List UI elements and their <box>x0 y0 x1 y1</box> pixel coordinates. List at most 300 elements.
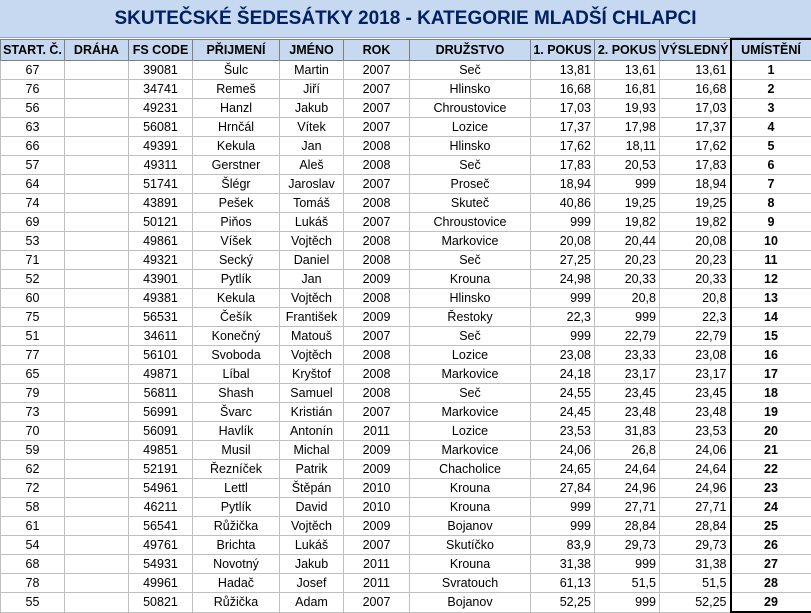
cell-attempt-1: 24,18 <box>531 365 595 384</box>
cell-year: 2010 <box>344 498 410 517</box>
cell-placement: 17 <box>731 365 811 384</box>
cell-first-name: Antonín <box>280 422 344 441</box>
cell-surname: Pytlík <box>193 498 280 517</box>
cell-surname: Češík <box>193 308 280 327</box>
cell-placement: 24 <box>731 498 811 517</box>
cell-placement: 14 <box>731 308 811 327</box>
cell-team: Hlinsko <box>410 80 531 99</box>
cell-attempt-2: 999 <box>595 308 660 327</box>
cell-attempt-1: 17,62 <box>531 137 595 156</box>
cell-attempt-1: 61,13 <box>531 574 595 593</box>
cell-lane <box>65 289 129 308</box>
cell-team: Krouna <box>410 270 531 289</box>
cell-attempt-1: 24,55 <box>531 384 595 403</box>
cell-year: 2007 <box>344 61 410 80</box>
cell-team: Markovice <box>410 403 531 422</box>
cell-fs-code: 56811 <box>129 384 193 403</box>
cell-surname: Hrnčál <box>193 118 280 137</box>
cell-fs-code: 49321 <box>129 251 193 270</box>
cell-attempt-1: 16,68 <box>531 80 595 99</box>
cell-start-number: 66 <box>1 137 65 156</box>
cell-attempt-1: 52,25 <box>531 593 595 613</box>
cell-fs-code: 39081 <box>129 61 193 80</box>
cell-attempt-2: 999 <box>595 593 660 613</box>
cell-team: Seč <box>410 61 531 80</box>
cell-lane <box>65 232 129 251</box>
table-row <box>1 327 811 346</box>
cell-team: Lozice <box>410 422 531 441</box>
cell-lane <box>65 213 129 232</box>
cell-result: 22,3 <box>660 308 731 327</box>
cell-first-name: Lukáš <box>280 536 344 555</box>
col-surname: PŘIJMENÍ <box>193 39 280 61</box>
cell-attempt-2: 20,23 <box>595 251 660 270</box>
cell-lane <box>65 308 129 327</box>
cell-result: 23,08 <box>660 346 731 365</box>
cell-lane <box>65 156 129 175</box>
cell-attempt-2: 22,79 <box>595 327 660 346</box>
cell-surname: Havlík <box>193 422 280 441</box>
cell-attempt-2: 19,82 <box>595 213 660 232</box>
cell-first-name: Daniel <box>280 251 344 270</box>
cell-lane <box>65 194 129 213</box>
cell-fs-code: 43891 <box>129 194 193 213</box>
cell-placement: 26 <box>731 536 811 555</box>
cell-result: 17,03 <box>660 99 731 118</box>
cell-attempt-2: 20,53 <box>595 156 660 175</box>
cell-placement: 16 <box>731 346 811 365</box>
cell-year: 2009 <box>344 308 410 327</box>
cell-attempt-2: 20,44 <box>595 232 660 251</box>
cell-placement: 11 <box>731 251 811 270</box>
cell-placement: 18 <box>731 384 811 403</box>
cell-fs-code: 49961 <box>129 574 193 593</box>
cell-placement: 4 <box>731 118 811 137</box>
cell-start-number: 69 <box>1 213 65 232</box>
cell-attempt-2: 51,5 <box>595 574 660 593</box>
cell-placement: 10 <box>731 232 811 251</box>
cell-result: 13,61 <box>660 61 731 80</box>
cell-fs-code: 49391 <box>129 137 193 156</box>
table-row <box>1 194 811 213</box>
cell-fs-code: 49851 <box>129 441 193 460</box>
cell-lane <box>65 555 129 574</box>
table-row <box>1 555 811 574</box>
table-row <box>1 289 811 308</box>
cell-attempt-1: 999 <box>531 327 595 346</box>
cell-surname: Kekula <box>193 289 280 308</box>
cell-first-name: Patrik <box>280 460 344 479</box>
cell-placement: 22 <box>731 460 811 479</box>
cell-team: Seč <box>410 156 531 175</box>
col-placement: UMÍSTĚNÍ <box>731 39 811 61</box>
cell-year: 2009 <box>344 441 410 460</box>
cell-attempt-2: 28,84 <box>595 517 660 536</box>
cell-result: 20,08 <box>660 232 731 251</box>
cell-team: Hlinsko <box>410 289 531 308</box>
cell-placement: 19 <box>731 403 811 422</box>
cell-start-number: 57 <box>1 156 65 175</box>
cell-surname: Řezníček <box>193 460 280 479</box>
cell-surname: Svoboda <box>193 346 280 365</box>
cell-year: 2008 <box>344 137 410 156</box>
cell-attempt-2: 24,96 <box>595 479 660 498</box>
cell-year: 2007 <box>344 403 410 422</box>
cell-attempt-1: 13,81 <box>531 61 595 80</box>
cell-lane <box>65 517 129 536</box>
cell-first-name: Jaroslav <box>280 175 344 194</box>
cell-attempt-1: 18,94 <box>531 175 595 194</box>
cell-placement: 7 <box>731 175 811 194</box>
cell-team: Chacholice <box>410 460 531 479</box>
cell-team: Seč <box>410 251 531 270</box>
cell-result: 17,62 <box>660 137 731 156</box>
cell-lane <box>65 498 129 517</box>
table-row <box>1 384 811 403</box>
cell-fs-code: 54961 <box>129 479 193 498</box>
cell-year: 2010 <box>344 479 410 498</box>
table-row <box>1 61 811 80</box>
cell-team: Lozice <box>410 118 531 137</box>
cell-attempt-1: 31,38 <box>531 555 595 574</box>
cell-year: 2008 <box>344 384 410 403</box>
cell-attempt-1: 27,25 <box>531 251 595 270</box>
cell-team: Markovice <box>410 232 531 251</box>
cell-start-number: 63 <box>1 118 65 137</box>
cell-year: 2008 <box>344 346 410 365</box>
table-row <box>1 365 811 384</box>
cell-start-number: 62 <box>1 460 65 479</box>
cell-result: 24,06 <box>660 441 731 460</box>
cell-fs-code: 56101 <box>129 346 193 365</box>
cell-result: 19,82 <box>660 213 731 232</box>
cell-fs-code: 50121 <box>129 213 193 232</box>
table-row <box>1 80 811 99</box>
cell-lane <box>65 175 129 194</box>
cell-start-number: 53 <box>1 232 65 251</box>
cell-result: 24,96 <box>660 479 731 498</box>
cell-start-number: 72 <box>1 479 65 498</box>
cell-placement: 28 <box>731 574 811 593</box>
cell-year: 2008 <box>344 232 410 251</box>
table-row <box>1 460 811 479</box>
cell-result: 31,38 <box>660 555 731 574</box>
cell-team: Svratouch <box>410 574 531 593</box>
cell-placement: 15 <box>731 327 811 346</box>
cell-year: 2008 <box>344 251 410 270</box>
table-row <box>1 308 811 327</box>
cell-placement: 6 <box>731 156 811 175</box>
cell-surname: Hanzl <box>193 99 280 118</box>
cell-lane <box>65 61 129 80</box>
cell-start-number: 55 <box>1 593 65 613</box>
cell-result: 22,79 <box>660 327 731 346</box>
cell-surname: Remeš <box>193 80 280 99</box>
cell-first-name: Vojtěch <box>280 232 344 251</box>
cell-first-name: Vítek <box>280 118 344 137</box>
cell-attempt-1: 999 <box>531 213 595 232</box>
cell-team: Řestoky <box>410 308 531 327</box>
col-result: VÝSLEDNÝ <box>660 39 731 61</box>
cell-start-number: 52 <box>1 270 65 289</box>
cell-team: Bojanov <box>410 593 531 613</box>
cell-year: 2011 <box>344 422 410 441</box>
cell-team: Krouna <box>410 555 531 574</box>
cell-fs-code: 34741 <box>129 80 193 99</box>
cell-start-number: 78 <box>1 574 65 593</box>
cell-year: 2007 <box>344 536 410 555</box>
cell-fs-code: 50821 <box>129 593 193 613</box>
cell-attempt-2: 16,81 <box>595 80 660 99</box>
cell-result: 27,71 <box>660 498 731 517</box>
cell-attempt-1: 17,83 <box>531 156 595 175</box>
cell-year: 2008 <box>344 365 410 384</box>
cell-first-name: Jakub <box>280 99 344 118</box>
cell-surname: Šlégr <box>193 175 280 194</box>
cell-year: 2008 <box>344 156 410 175</box>
cell-result: 20,33 <box>660 270 731 289</box>
cell-first-name: Samuel <box>280 384 344 403</box>
table-row <box>1 156 811 175</box>
cell-start-number: 76 <box>1 80 65 99</box>
cell-lane <box>65 365 129 384</box>
cell-result: 18,94 <box>660 175 731 194</box>
cell-placement: 23 <box>731 479 811 498</box>
cell-result: 51,5 <box>660 574 731 593</box>
cell-lane <box>65 80 129 99</box>
cell-start-number: 67 <box>1 61 65 80</box>
cell-attempt-2: 23,45 <box>595 384 660 403</box>
cell-lane <box>65 118 129 137</box>
cell-attempt-1: 24,65 <box>531 460 595 479</box>
cell-lane <box>65 574 129 593</box>
cell-team: Bojanov <box>410 517 531 536</box>
cell-start-number: 73 <box>1 403 65 422</box>
cell-lane <box>65 270 129 289</box>
cell-fs-code: 56991 <box>129 403 193 422</box>
cell-result: 24,64 <box>660 460 731 479</box>
table-row <box>1 574 811 593</box>
cell-team: Markovice <box>410 365 531 384</box>
cell-first-name: Jan <box>280 270 344 289</box>
cell-start-number: 79 <box>1 384 65 403</box>
col-year: ROK <box>344 39 410 61</box>
cell-result: 19,25 <box>660 194 731 213</box>
col-attempt-1: 1. POKUS <box>531 39 595 61</box>
cell-start-number: 59 <box>1 441 65 460</box>
cell-fs-code: 51741 <box>129 175 193 194</box>
cell-attempt-2: 31,83 <box>595 422 660 441</box>
cell-year: 2007 <box>344 80 410 99</box>
col-attempt-2: 2. POKUS <box>595 39 660 61</box>
table-row <box>1 479 811 498</box>
cell-year: 2011 <box>344 555 410 574</box>
table-row <box>1 213 811 232</box>
cell-result: 16,68 <box>660 80 731 99</box>
cell-surname: Pytlík <box>193 270 280 289</box>
cell-placement: 13 <box>731 289 811 308</box>
cell-team: Chroustovice <box>410 213 531 232</box>
cell-year: 2008 <box>344 194 410 213</box>
cell-start-number: 58 <box>1 498 65 517</box>
cell-fs-code: 49231 <box>129 99 193 118</box>
cell-team: Skuteč <box>410 194 531 213</box>
cell-surname: Pešek <box>193 194 280 213</box>
cell-year: 2007 <box>344 593 410 613</box>
cell-attempt-2: 13,61 <box>595 61 660 80</box>
cell-team: Seč <box>410 384 531 403</box>
cell-attempt-1: 17,03 <box>531 99 595 118</box>
cell-year: 2011 <box>344 574 410 593</box>
col-first-name: JMÉNO <box>280 39 344 61</box>
cell-year: 2007 <box>344 327 410 346</box>
col-fs-code: FS CODE <box>129 39 193 61</box>
cell-team: Seč <box>410 327 531 346</box>
cell-first-name: Jiří <box>280 80 344 99</box>
cell-surname: Kekula <box>193 137 280 156</box>
cell-attempt-2: 26,8 <box>595 441 660 460</box>
cell-start-number: 60 <box>1 289 65 308</box>
cell-placement: 1 <box>731 61 811 80</box>
cell-surname: Šulc <box>193 61 280 80</box>
cell-surname: Švarc <box>193 403 280 422</box>
cell-lane <box>65 251 129 270</box>
cell-placement: 3 <box>731 99 811 118</box>
cell-surname: Konečný <box>193 327 280 346</box>
cell-year: 2007 <box>344 118 410 137</box>
cell-first-name: Jakub <box>280 555 344 574</box>
table-row <box>1 403 811 422</box>
cell-fs-code: 49311 <box>129 156 193 175</box>
table-row <box>1 137 811 156</box>
table-row <box>1 517 811 536</box>
cell-placement: 27 <box>731 555 811 574</box>
cell-surname: Brichta <box>193 536 280 555</box>
cell-lane <box>65 422 129 441</box>
cell-attempt-1: 23,08 <box>531 346 595 365</box>
cell-first-name: Vojtěch <box>280 289 344 308</box>
table-row <box>1 346 811 365</box>
cell-surname: Piňos <box>193 213 280 232</box>
cell-first-name: Vojtěch <box>280 517 344 536</box>
cell-placement: 21 <box>731 441 811 460</box>
cell-surname: Gerstner <box>193 156 280 175</box>
cell-first-name: Lukáš <box>280 213 344 232</box>
header-row <box>1 39 811 61</box>
cell-attempt-2: 20,33 <box>595 270 660 289</box>
cell-start-number: 70 <box>1 422 65 441</box>
table-row <box>1 593 811 613</box>
cell-attempt-1: 27,84 <box>531 479 595 498</box>
cell-attempt-1: 24,06 <box>531 441 595 460</box>
cell-attempt-1: 22,3 <box>531 308 595 327</box>
cell-first-name: Matouš <box>280 327 344 346</box>
cell-lane <box>65 99 129 118</box>
cell-team: Krouna <box>410 479 531 498</box>
table-row <box>1 422 811 441</box>
cell-placement: 29 <box>731 593 811 613</box>
cell-attempt-2: 19,93 <box>595 99 660 118</box>
cell-surname: Musil <box>193 441 280 460</box>
cell-first-name: Aleš <box>280 156 344 175</box>
cell-attempt-1: 24,98 <box>531 270 595 289</box>
cell-team: Lozice <box>410 346 531 365</box>
cell-start-number: 65 <box>1 365 65 384</box>
cell-fs-code: 49761 <box>129 536 193 555</box>
table-title: SKUTEČSKÉ ŠEDESÁTKY 2018 - KATEGORIE MLADŠÍ CHLAPCI <box>0 0 811 38</box>
cell-team: Hlinsko <box>410 137 531 156</box>
cell-result: 23,48 <box>660 403 731 422</box>
cell-attempt-2: 20,8 <box>595 289 660 308</box>
cell-start-number: 75 <box>1 308 65 327</box>
cell-attempt-1: 40,86 <box>531 194 595 213</box>
cell-attempt-2: 999 <box>595 555 660 574</box>
cell-result: 20,23 <box>660 251 731 270</box>
cell-lane <box>65 536 129 555</box>
table-row <box>1 99 811 118</box>
cell-placement: 5 <box>731 137 811 156</box>
cell-attempt-2: 29,73 <box>595 536 660 555</box>
cell-placement: 20 <box>731 422 811 441</box>
cell-surname: Líbal <box>193 365 280 384</box>
cell-surname: Novotný <box>193 555 280 574</box>
cell-result: 28,84 <box>660 517 731 536</box>
cell-result: 52,25 <box>660 593 731 613</box>
cell-lane <box>65 479 129 498</box>
cell-fs-code: 56531 <box>129 308 193 327</box>
cell-result: 17,83 <box>660 156 731 175</box>
cell-start-number: 56 <box>1 99 65 118</box>
col-start-number: START. Č. <box>1 39 65 61</box>
cell-attempt-2: 27,71 <box>595 498 660 517</box>
cell-fs-code: 54931 <box>129 555 193 574</box>
cell-surname: Růžička <box>193 593 280 613</box>
cell-result: 23,53 <box>660 422 731 441</box>
cell-result: 23,45 <box>660 384 731 403</box>
cell-team: Skutíčko <box>410 536 531 555</box>
cell-surname: Růžička <box>193 517 280 536</box>
cell-surname: Shash <box>193 384 280 403</box>
cell-first-name: David <box>280 498 344 517</box>
cell-first-name: František <box>280 308 344 327</box>
cell-fs-code: 49381 <box>129 289 193 308</box>
cell-fs-code: 49871 <box>129 365 193 384</box>
cell-fs-code: 46211 <box>129 498 193 517</box>
cell-start-number: 61 <box>1 517 65 536</box>
cell-surname: Lettl <box>193 479 280 498</box>
cell-placement: 25 <box>731 517 811 536</box>
cell-attempt-1: 23,53 <box>531 422 595 441</box>
cell-start-number: 71 <box>1 251 65 270</box>
cell-start-number: 51 <box>1 327 65 346</box>
cell-lane <box>65 137 129 156</box>
cell-surname: Hadač <box>193 574 280 593</box>
cell-result: 29,73 <box>660 536 731 555</box>
cell-team: Chroustovice <box>410 99 531 118</box>
cell-attempt-1: 24,45 <box>531 403 595 422</box>
cell-attempt-1: 83,9 <box>531 536 595 555</box>
cell-year: 2007 <box>344 213 410 232</box>
col-team: DRUŽSTVO <box>410 39 531 61</box>
table-row <box>1 232 811 251</box>
cell-attempt-1: 17,37 <box>531 118 595 137</box>
table-row <box>1 251 811 270</box>
cell-lane <box>65 460 129 479</box>
cell-first-name: Kristián <box>280 403 344 422</box>
table-row <box>1 441 811 460</box>
cell-attempt-1: 999 <box>531 498 595 517</box>
cell-fs-code: 56091 <box>129 422 193 441</box>
